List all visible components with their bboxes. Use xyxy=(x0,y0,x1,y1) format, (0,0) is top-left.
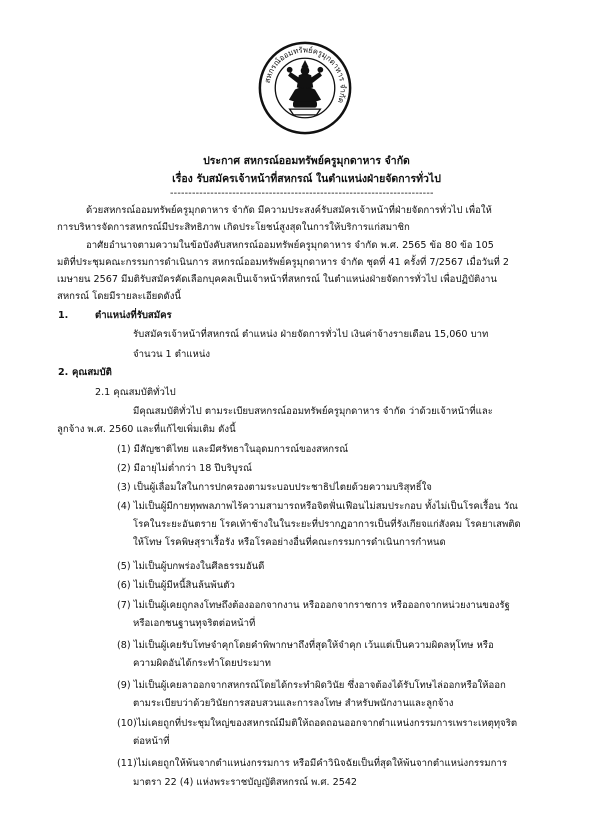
qualification-item-7-cont: หรือเอกชนฐานทุจริตต่อหน้าที่ xyxy=(133,618,256,629)
qualification-item-3: (3) เป็นผู้เลื่อมใสในการปกครองตามระบอบประชาธิปไตยด้วยความบริสุทธิ์ใจ xyxy=(117,482,432,493)
intro-paragraph-2-line-4: สหกรณ์ โดยมีรายละเอียดดังนี้ xyxy=(57,291,181,302)
section-1-heading: ตำแหน่งที่รับสมัคร xyxy=(95,310,172,321)
qualification-item-11: (11)ไม่เคยถูกให้พ้นจากตำแหน่งกรรมการ หรือมีคำวินิจฉัยเป็นที่สุดให้พ้นจากตำแหน่งกรรมการ xyxy=(117,758,507,769)
qualification-item-4-cont-2: ให้โทษ โรคพิษสุราเรื้อรัง หรือโรคอย่างอื่นที่คณะกรรมการดำเนินการกำหนด xyxy=(133,537,446,548)
cooperative-seal-logo xyxy=(257,40,353,136)
announcement-title: ประกาศ สหกรณ์ออมทรัพย์ครูมุกดาหาร จำกัด xyxy=(203,155,410,167)
qualification-item-4: (4) ไม่เป็นผู้มีกายทุพพลภาพไร้ความสามารถหรือจิตฟั่นเฟือนไม่สมประกอบ ทั้งไม่เป็นโรคเรื้อน วัณ xyxy=(117,501,518,512)
qualification-item-8-cont: ความผิดอันได้กระทำโดยประมาท xyxy=(133,658,272,669)
qualification-item-2: (2) มีอายุไม่ต่ำกว่า 18 ปีบริบูรณ์ xyxy=(117,463,252,474)
announcement-subject: เรื่อง รับสมัครเจ้าหน้าที่สหกรณ์ ในตำแหน่งฝ่ายจัดการทั่วไป xyxy=(172,173,441,185)
section-2-1-line-2: ลูกจ้าง พ.ศ. 2560 และที่แก้ไขเพิ่มเติม ดังนี้ xyxy=(57,424,236,435)
qualification-item-10: (10)ไม่เคยถูกที่ประชุมใหญ่ของสหกรณ์มีมติให้ถอดถอนออกจากตำแหน่งกรรมการเพราะเหตุทุจริต xyxy=(117,718,518,729)
intro-paragraph-1-line-2: การบริหารจัดการสหกรณ์มีประสิทธิภาพ เกิดประโยชน์สูงสุดในการให้บริการแก่สมาชิก xyxy=(57,222,410,233)
qualification-item-7: (7) ไม่เป็นผู้เคยถูกลงโทษถึงต้องออกจากงาน หรือออกจากราชการ หรือออกจากหน่วยงานของรัฐ xyxy=(117,600,510,611)
intro-paragraph-2-line-1: อาศัยอำนาจตามความในข้อบังคับสหกรณ์ออมทรัพย์ครูมุกดาหาร จำกัด พ.ศ. 2565 ข้อ 80 ข้อ 105 xyxy=(86,240,494,251)
qualification-item-4-cont-1: โรคในระยะอันตราย โรคเท้าช้างในในระยะที่ปรากฏอาการเป็นที่รังเกียจแก่สังคม โรคยาเสพติด xyxy=(133,519,521,530)
title-divider: ------------------------------------------------------------------------ xyxy=(170,188,434,199)
section-1-line-2: จำนวน 1 ตำแหน่ง xyxy=(133,349,211,360)
section-1-number: 1. xyxy=(58,310,69,321)
section-2-number: 2. xyxy=(58,367,69,378)
qualification-item-6: (6) ไม่เป็นผู้มีหนี้สินล้นพ้นตัว xyxy=(117,580,235,591)
section-2-1-heading: 2.1 คุณสมบัติทั่วไป xyxy=(95,387,176,398)
section-2-heading: คุณสมบัติ xyxy=(72,367,112,378)
intro-paragraph-2-line-2: มติที่ประชุมคณะกรรมการดำเนินการ สหกรณ์ออมทรัพย์ครูมุกดาหาร จำกัด ชุดที่ 41 ครั้งที่ 7/2567 เมื่อวันที่ 2 xyxy=(57,257,510,268)
qualification-item-11-cont: มาตรา 22 (4) แห่งพระราชบัญญัติสหกรณ์ พ.ศ. 2542 xyxy=(133,777,358,788)
qualification-item-8: (8) ไม่เป็นผู้เคยรับโทษจำคุกโดยคำพิพากษาถึงที่สุดให้จำคุก เว้นแต่เป็นความผิดลหุโทษ หรือ xyxy=(117,640,494,651)
deity-figure-icon xyxy=(287,61,323,115)
seal-ring-text: สหกรณ์ออมทรัพย์ครูมุกดาหาร จำกัด xyxy=(262,45,348,105)
qualification-item-9: (9) ไม่เป็นผู้เคยลาออกจากสหกรณ์โดยได้กระทำผิดวินัย ซึ่งอาจต้องได้รับโทษไล่ออกหรือให้ออก xyxy=(117,680,506,691)
qualification-item-10-cont: ต่อหน้าที่ xyxy=(133,736,170,747)
qualification-item-9-cont: ตามระเบียบว่าด้วยวินัยการสอบสวนและการลงโทษ สำหรับพนักงานและลูกจ้าง xyxy=(133,698,454,709)
intro-paragraph-1-line-1: ด้วยสหกรณ์ออมทรัพย์ครูมุกดาหาร จำกัด มีความประสงค์รับสมัครเจ้าหน้าที่ฝ่ายจัดการทั่วไป เพื่อให้ xyxy=(86,205,492,216)
qualification-item-5: (5) ไม่เป็นผู้บกพร่องในศีลธรรมอันดี xyxy=(117,561,265,572)
qualification-item-1: (1) มีสัญชาติไทย และมีศรัทธาในอุดมการณ์ของสหกรณ์ xyxy=(117,444,349,455)
section-2-1-line-1: มีคุณสมบัติทั่วไป ตามระเบียบสหกรณ์ออมทรัพย์ครูมุกดาหาร จำกัด ว่าด้วยเจ้าหน้าที่และ xyxy=(133,406,493,417)
intro-paragraph-2-line-3: เมษายน 2567 มีมติรับสมัครคัดเลือกบุคคลเป็นเจ้าหน้าที่สหกรณ์ ในตำแหน่งฝ่ายจัดการทั่วไป เพื่อปฏิบัติงาน xyxy=(57,274,497,285)
section-1-line-1: รับสมัครเจ้าหน้าที่สหกรณ์ ตำแหน่ง ฝ่ายจัดการทั่วไป เงินค่าจ้างรายเดือน 15,060 บาท xyxy=(133,329,489,340)
